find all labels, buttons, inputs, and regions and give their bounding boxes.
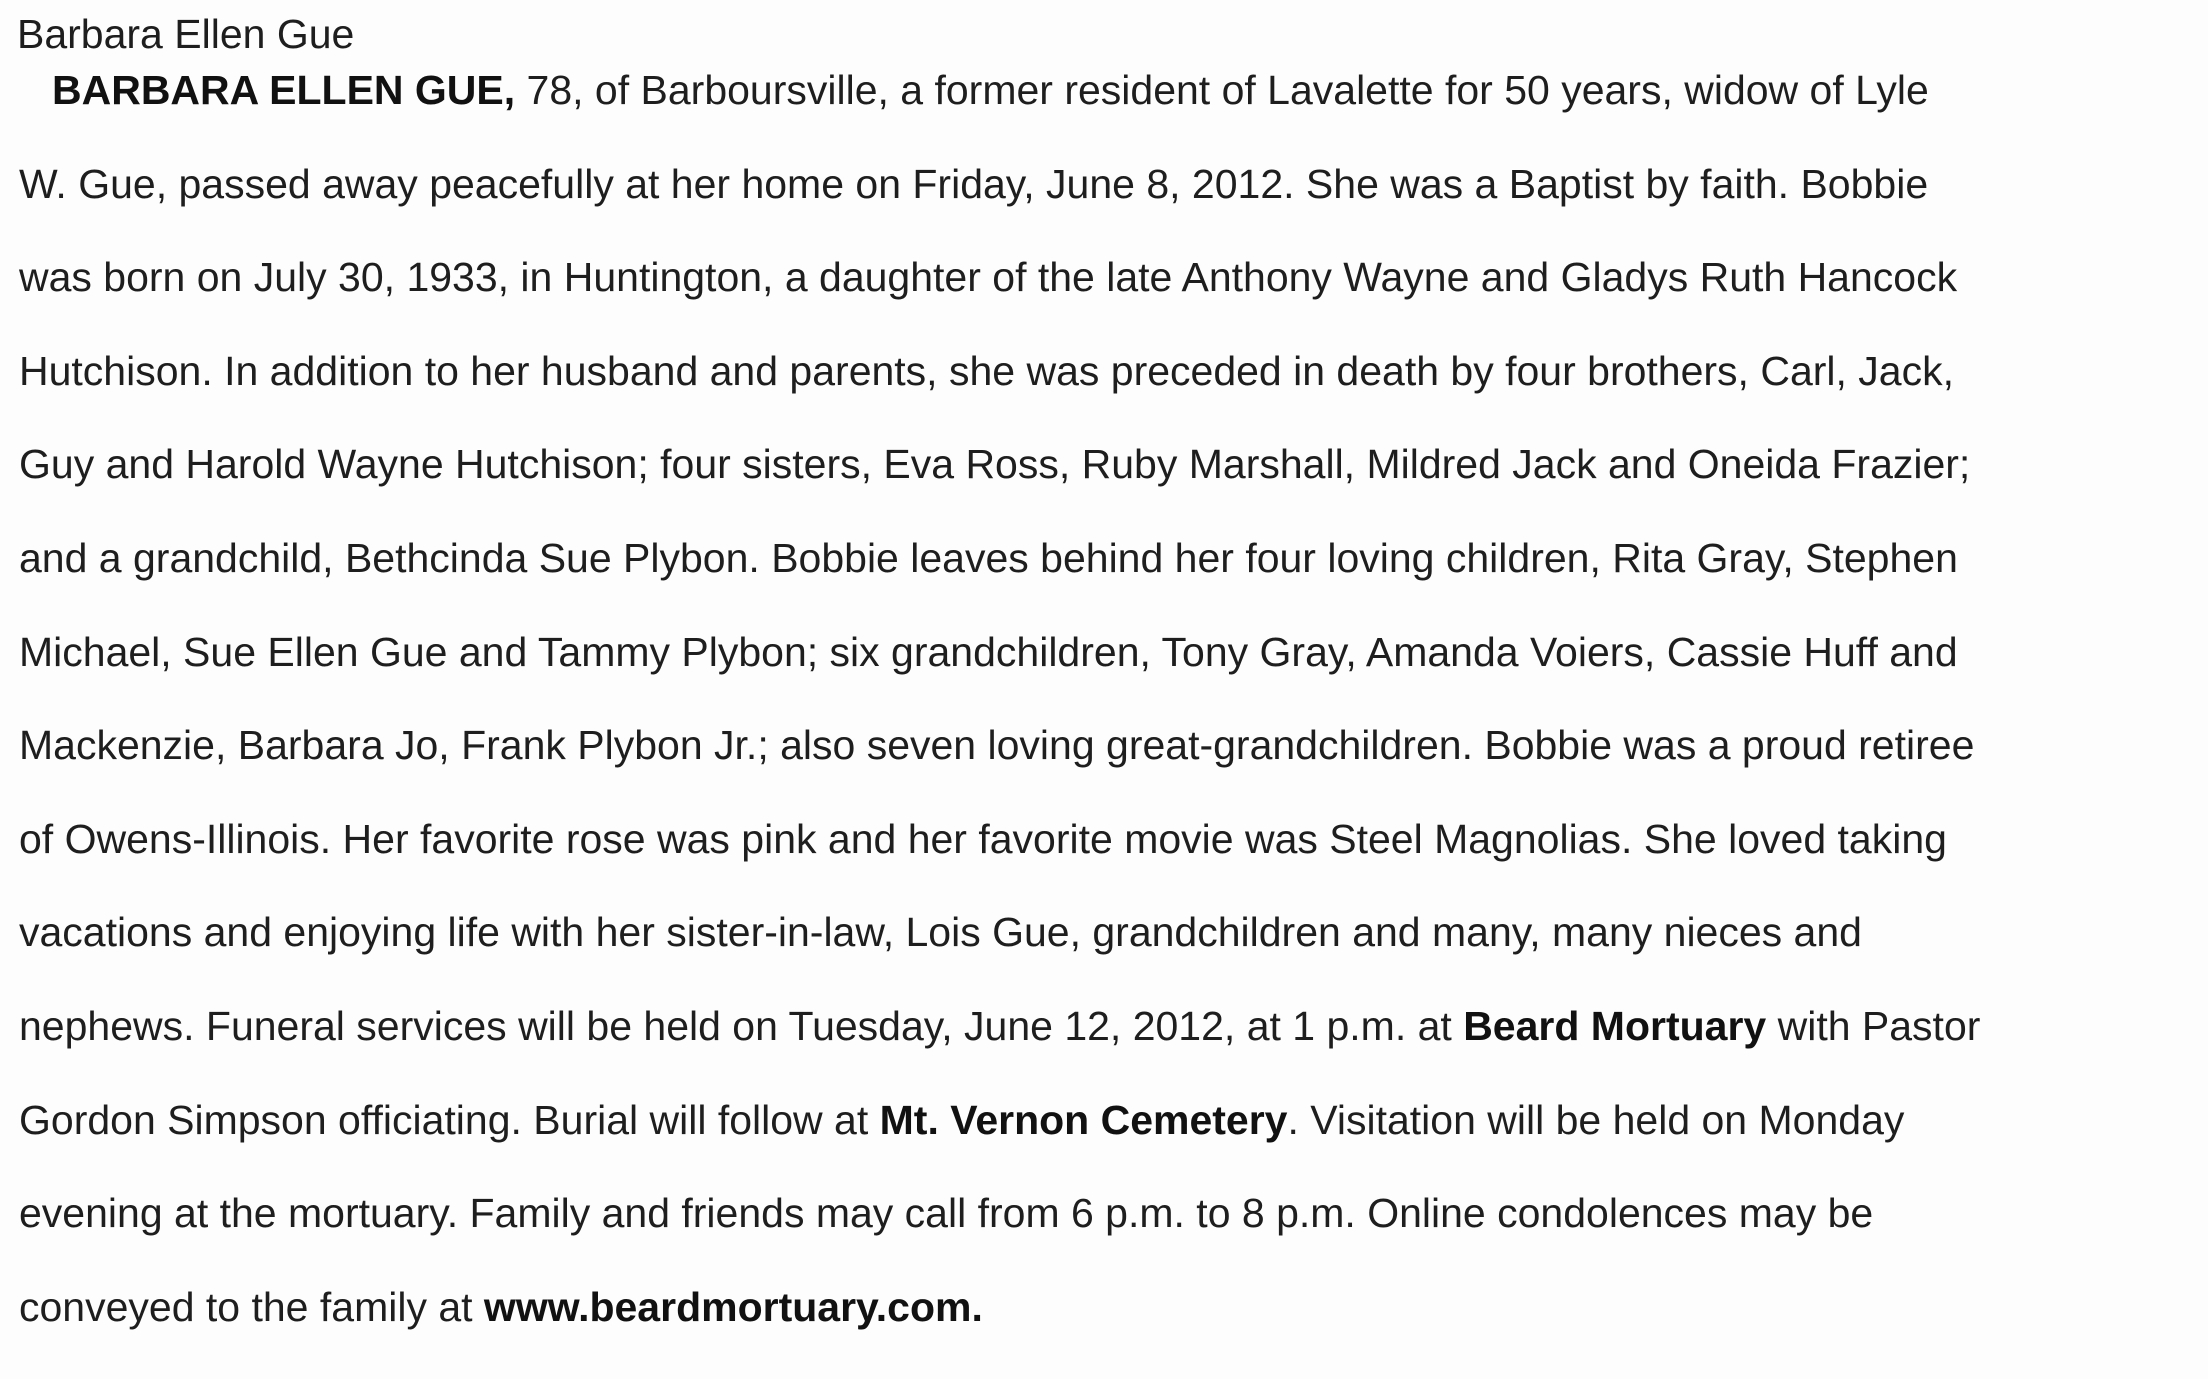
body-line [19,998,1980,1054]
body-line [19,530,1958,586]
body-line [19,343,1954,399]
text-segment: W. Gue, passed away peacefully at her home on Friday, June 8, 2012. She was a Baptist by faith. Bobbie [19,160,1929,207]
text-segment: Guy and Harold Wayne Hutchison; four sisters, Eva Ross, Ruby Marshall, Mildred Jack and Oneida Frazier; [19,441,1971,488]
text-segment: of Owens-Illinois. Her favorite rose was pink and her favorite movie was Steel Magnolias. She loved taking [19,815,1947,862]
body-line [19,624,1958,680]
body-line [19,1092,1904,1148]
text-segment: 78, of Barboursville, a former resident of Lavalette for 50 years, widow of Lyle [515,67,1929,113]
bold-text: Beard Mortuary [1463,1003,1767,1049]
body-line [19,1279,983,1335]
body-line [19,436,1970,492]
body-line [19,1185,1873,1241]
text-segment: with Pastor [1766,1003,1981,1049]
text-segment: vacations and enjoying life with her sister-in-law, Lois Gue, grandchildren and many, many nieces and [19,909,1862,956]
bold-text: www.beardmortuary.com. [483,1283,983,1330]
text-segment: Gordon Simpson officiating. Burial will follow at [19,1096,880,1143]
text-segment: evening at the mortuary. Family and friends may call from 6 p.m. to 8 p.m. Online condolences may be [19,1190,1874,1237]
text-segment: was born on July 30, 1933, in Huntington, a daughter of the late Anthony Wayne and Gladys Ruth Hancock [19,254,1958,301]
text-segment: Hutchison. In addition to her husband and parents, she was preceded in death by four brothers, Carl, Jack, [19,347,1954,394]
page-title: Barbara Ellen Gue [17,11,355,57]
body-line [19,156,1928,212]
bold-text: Mt. Vernon Cemetery [879,1096,1288,1143]
text-segment: Michael, Sue Ellen Gue and Tammy Plybon; six grandchildren, Tony Gray, Amanda Voiers, Cassie Huff and [19,628,1958,675]
body-line [52,62,1929,118]
body-line [19,249,1957,305]
text-segment: conveyed to the family at [19,1283,484,1330]
body-line [19,811,1947,867]
text-segment: Mackenzie, Barbara Jo, Frank Plybon Jr.; also seven loving great-grandchildren. Bobbie was a proud retiree [19,722,1975,769]
body-line [19,717,1974,773]
body-line [19,904,1862,960]
text-segment: nephews. Funeral services will be held on Tuesday, June 12, 2012, at 1 p.m. at [19,1003,1464,1049]
text-segment: and a grandchild, Bethcinda Sue Plybon. Bobbie leaves behind her four loving children, Rita Gray, Stephen [19,535,1958,581]
bold-text: BARBARA ELLEN GUE, [52,67,516,113]
text-segment: . Visitation will be held on Monday [1287,1096,1905,1143]
